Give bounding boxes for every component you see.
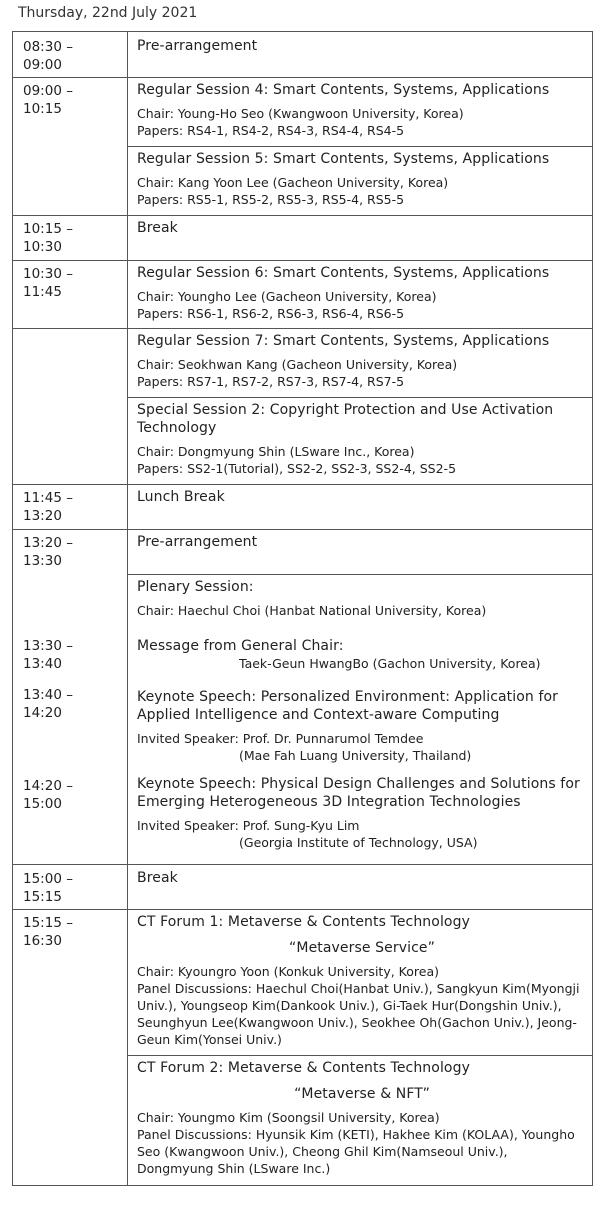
session-title: CT Forum 1: Metaverse & Contents Technology bbox=[137, 914, 470, 930]
time-slot: 13:20 – 13:30 bbox=[23, 535, 73, 569]
row-divider bbox=[13, 260, 592, 261]
speaker-affiliation: (Mae Fah Luang University, Thailand) bbox=[239, 748, 472, 763]
session-cell bbox=[137, 1059, 587, 1177]
session-cell bbox=[137, 219, 587, 237]
forum-subtitle: “Metaverse & NFT” bbox=[294, 1086, 430, 1102]
session-chair: Chair: Seokhwan Kang (Gacheon University, Korea) bbox=[137, 357, 458, 372]
time-slot: 09:00 – 10:15 bbox=[23, 83, 73, 117]
panel-discussions: Panel Discussions: Hyunsik Kim (KETI), Hakhee Kim (KOLAA), Youngho Seo (Kwangwoon Univ.), Cheong Ghil Kim(Namseoul Univ.), Dongmyung Shin (LSware Inc.) bbox=[137, 1127, 575, 1176]
session-title: CT Forum 2: Metaverse & Contents Technology bbox=[137, 1060, 470, 1076]
session-title: Break bbox=[137, 870, 178, 886]
session-speaker: Taek-Geun HwangBo (Gachon University, Korea) bbox=[239, 656, 541, 671]
session-papers: Papers: RS6-1, RS6-2, RS6-3, RS6-4, RS6-5 bbox=[137, 306, 405, 321]
time-slot: 15:00 – 15:15 bbox=[23, 871, 73, 905]
row-divider bbox=[13, 909, 592, 910]
session-title: Regular Session 6: Smart Contents, Systems, Applications bbox=[137, 265, 550, 281]
time-slot: 13:40 – 14:20 bbox=[23, 687, 73, 721]
session-speaker: Invited Speaker: Prof. Sung-Kyu Lim bbox=[137, 818, 360, 833]
session-title: Pre-arrangement bbox=[137, 534, 258, 550]
session-chair: Chair: Youngho Lee (Gacheon University, Korea) bbox=[137, 289, 437, 304]
session-title: Special Session 2: Copyright Protection and Use Activation Technology bbox=[137, 402, 554, 436]
session-chair: Chair: Kyoungro Yoon (Konkuk University, Korea) bbox=[137, 964, 439, 979]
session-cell bbox=[137, 488, 587, 506]
time-slot: 14:20 – 15:00 bbox=[23, 778, 73, 812]
time-slot: 10:15 – 10:30 bbox=[23, 221, 73, 255]
session-cell bbox=[137, 913, 587, 1048]
session-title: Regular Session 4: Smart Contents, Systems, Applications bbox=[137, 82, 550, 98]
panel-discussions: Panel Discussions: Haechul Choi(Hanbat Univ.), Sangkyun Kim(Myongji Univ.), Youngseop Kim(Dankook Univ.), Gi-Taek Hur(Dongshin Univ.), Seunghyun Lee(Kwangwoon Univ.), Seokhee Oh(Gachon Univ.), Jeong-Geun Kim(Yonsei Univ.) bbox=[137, 981, 580, 1047]
row-divider bbox=[13, 328, 592, 329]
time-slot: 15:15 – 16:30 bbox=[23, 915, 73, 949]
row-divider bbox=[13, 484, 592, 485]
session-cell bbox=[137, 401, 587, 477]
column-divider bbox=[127, 32, 128, 1185]
session-title: Message from General Chair: bbox=[137, 638, 344, 654]
session-title: Lunch Break bbox=[137, 489, 225, 505]
session-title: Plenary Session: bbox=[137, 579, 254, 595]
session-chair: Chair: Dongmyung Shin (LSware Inc., Korea) bbox=[137, 444, 415, 459]
row-divider bbox=[13, 215, 592, 216]
session-cell bbox=[137, 578, 587, 619]
session-title: Regular Session 5: Smart Contents, Systems, Applications bbox=[137, 151, 550, 167]
time-slot: 11:45 – 13:20 bbox=[23, 490, 73, 524]
time-slot: 10:30 – 11:45 bbox=[23, 266, 73, 300]
session-cell bbox=[137, 332, 587, 390]
session-cell bbox=[137, 533, 587, 551]
row-divider bbox=[127, 574, 592, 575]
session-speaker: Invited Speaker: Prof. Dr. Punnarumol Temdee bbox=[137, 731, 424, 746]
row-divider bbox=[127, 1055, 592, 1056]
session-title: Keynote Speech: Personalized Environment: Application for Applied Intelligence and Context-aware Computing bbox=[137, 689, 558, 723]
session-chair: Chair: Youngmo Kim (Soongsil University, Korea) bbox=[137, 1110, 440, 1125]
schedule-date: Thursday, 22nd July 2021 bbox=[18, 5, 198, 21]
session-cell bbox=[137, 37, 587, 55]
forum-subtitle: “Metaverse Service” bbox=[289, 940, 435, 956]
time-slot: 13:30 – 13:40 bbox=[23, 638, 73, 672]
session-cell bbox=[137, 264, 587, 322]
session-title: Regular Session 7: Smart Contents, Systems, Applications bbox=[137, 333, 550, 349]
session-title: Break bbox=[137, 220, 178, 236]
row-divider bbox=[13, 529, 592, 530]
time-slot: 08:30 – 09:00 bbox=[23, 39, 73, 73]
session-papers: Papers: RS5-1, RS5-2, RS5-3, RS5-4, RS5-5 bbox=[137, 192, 405, 207]
session-chair: Chair: Haechul Choi (Hanbat National University, Korea) bbox=[137, 603, 487, 618]
session-chair: Chair: Kang Yoon Lee (Gacheon University, Korea) bbox=[137, 175, 449, 190]
row-divider bbox=[13, 77, 592, 78]
session-papers: Papers: SS2-1(Tutorial), SS2-2, SS2-3, SS2-4, SS2-5 bbox=[137, 461, 457, 476]
row-divider bbox=[127, 146, 592, 147]
session-cell bbox=[137, 637, 587, 672]
speaker-affiliation: (Georgia Institute of Technology, USA) bbox=[239, 835, 478, 850]
session-cell bbox=[137, 775, 587, 851]
row-divider bbox=[127, 397, 592, 398]
session-cell bbox=[137, 688, 587, 764]
session-cell bbox=[137, 81, 587, 139]
session-cell bbox=[137, 150, 587, 208]
row-divider bbox=[13, 864, 592, 865]
session-chair: Chair: Young-Ho Seo (Kwangwoon University, Korea) bbox=[137, 106, 464, 121]
session-papers: Papers: RS7-1, RS7-2, RS7-3, RS7-4, RS7-5 bbox=[137, 374, 405, 389]
session-papers: Papers: RS4-1, RS4-2, RS4-3, RS4-4, RS4-5 bbox=[137, 123, 405, 138]
session-title: Pre-arrangement bbox=[137, 38, 258, 54]
session-title: Keynote Speech: Physical Design Challenges and Solutions for Emerging Heterogeneous 3D Integration Technologies bbox=[137, 776, 580, 810]
session-cell bbox=[137, 869, 587, 887]
schedule-table bbox=[12, 31, 593, 1186]
